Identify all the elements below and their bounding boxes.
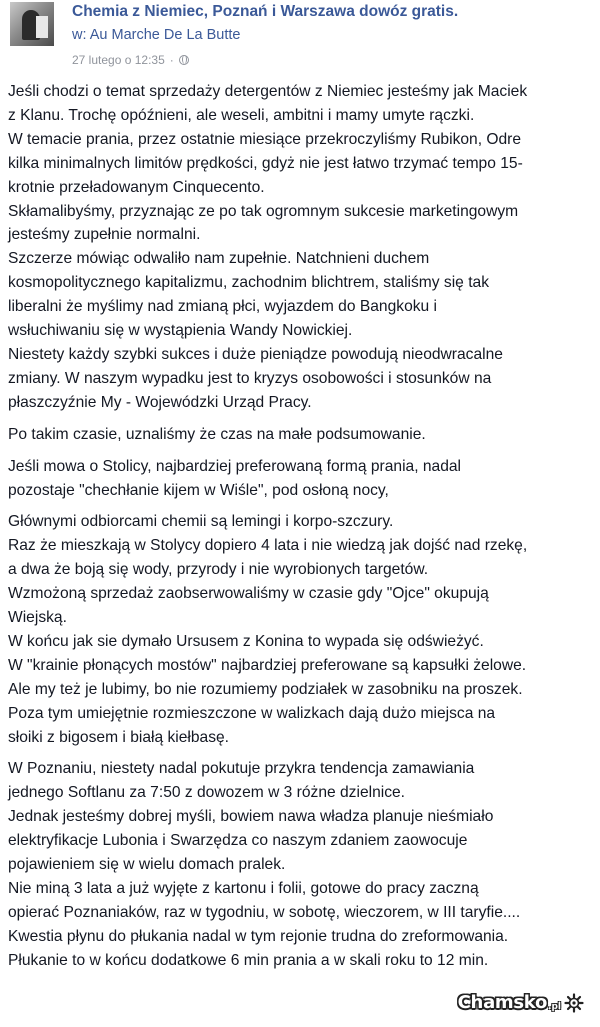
post-text-line: Skłamalibyśmy, przyznając ze po tak ogromnym sukcesie marketingowym <box>8 202 519 220</box>
post-text-line: kilka minimalnych limitów prędkości, gdyż nie jest łatwo trzymać tempo 15- <box>8 154 523 172</box>
post-meta <box>72 53 189 67</box>
post-text-line: Wiejską. <box>8 609 67 627</box>
post-text-line: Płukanie to w końcu dodatkowe 6 min prania a w skali roku to 12 min. <box>8 951 489 969</box>
post-text-line: Głównymi odbiorcami chemii są lemingi i korpo-szczury. <box>8 513 394 531</box>
post-text-line: Wzmożoną sprzedaż zaobserwowaliśmy w czasie gdy "Ojce" okupują <box>8 585 489 603</box>
gear-logo-icon <box>564 993 584 1013</box>
post-text-line: krotnie przeładowanym Cinquecento. <box>8 178 265 196</box>
post-text-line: wsłuchiwaniu się w wystąpienia Wandy Nowickiej. <box>8 322 353 340</box>
avatar-figure-light <box>36 16 48 38</box>
post-paragraph <box>8 80 600 415</box>
globe-icon[interactable] <box>179 55 189 65</box>
post-header <box>0 0 600 72</box>
post-text-line: pojawieniem się w wielu domach pralek. <box>8 856 286 874</box>
post-text-line: płaszczyźnie My - Wojewódzki Urząd Pracy. <box>8 393 312 411</box>
post-text-line: Poza tym umiejętnie rozmieszczone w walizkach dają dużo miejsca na <box>8 704 496 722</box>
post-paragraph <box>8 423 600 447</box>
post-text-line: zmiany. W naszym wypadku jest to kryzys osobowości i stosunków na <box>8 369 492 387</box>
post-text-line: Jeśli chodzi o temat sprzedaży detergentów z Niemiec jesteśmy jak Maciek <box>8 83 528 100</box>
location-link[interactable]: Au Marche De La Butte <box>89 27 241 43</box>
page-title[interactable]: Chemia z Niemiec, Poznań i Warszawa dowóz gratis. <box>72 3 459 20</box>
post-text-line: W temacie prania, przez ostatnie miesiące przekroczyliśmy Rubikon, Odre <box>8 130 522 148</box>
watermark <box>454 990 588 1015</box>
post-paragraph <box>8 510 600 749</box>
location-line <box>72 27 240 43</box>
post-text-line: opierać Poznaniaków, raz w tygodniu, w sobotę, wieczorem, w III taryfie.... <box>8 903 521 921</box>
post-body <box>8 80 600 981</box>
post-text-line: elektryfikacje Lubonia i Swarzędza co naszym zdaniem zaowocuje <box>8 832 468 850</box>
post-text-line: Po takim czasie, uznaliśmy że czas na małe podsumowanie. <box>8 425 426 443</box>
post-text-line: Kwestia płynu do płukania nadal w tym rejonie trudna do zreformowania. <box>8 927 509 945</box>
post-text-line: jesteśmy zupełnie normalni. <box>8 226 201 244</box>
post-text-line: jednego Softlanu za 7:50 z dowozem w 3 różne dzielnice. <box>8 784 406 802</box>
post-text-line: W "krainie płonących mostów" najbardziej preferowane są kapsułki żelowe. <box>8 656 527 674</box>
post-text-line: liberalni że myślimy nad zmianą płci, wyjazdem do Bangkoku i <box>8 298 438 316</box>
post-text-line: W Poznaniu, niestety nadal pokutuje przykra tendencja zamawiania <box>8 760 475 778</box>
page-avatar[interactable] <box>10 2 54 46</box>
watermark-suffix: .pl <box>548 1001 561 1012</box>
meta-separator: · <box>169 53 174 67</box>
post-text-line: z Klanu. Trochę opóźnieni, ale weseli, ambitni i mamy umyte rączki. <box>8 106 475 124</box>
post-text-line: Jednak jesteśmy dobrej myśli, bowiem nawa władza planuje nieśmiało <box>8 808 494 826</box>
post-text-line: Niestety każdy szybki sukces i duże pieniądze powodują nieodwracalne <box>8 345 503 363</box>
post-text-line: Raz że mieszkają w Stolycy dopiero 4 lata i nie wiedzą jak dojść nad rzekę, <box>8 537 528 555</box>
post-text-line: słoiki z bigosem i białą kiełbasę. <box>8 728 230 746</box>
post-text-line: pozostaje "chechłanie kijem w Wiśle", pod osłoną nocy, <box>8 481 389 499</box>
watermark-text: Chamsko <box>457 992 548 1013</box>
post-text-line: Szczerze mówiąc odwaliło nam zupełnie. Natchnieni duchem <box>8 250 430 268</box>
post-text-line: a dwa że boją się wody, przyrody i nie wyrobionych targetów. <box>8 561 429 579</box>
post-text-line: kosmopolitycznego kapitalizmu, zachodnim blichtrem, staliśmy się tak <box>8 274 489 292</box>
location-prefix: w: <box>72 27 87 43</box>
post-paragraph <box>8 757 600 972</box>
post-paragraph <box>8 455 600 503</box>
post-text-line: Jeśli mowa o Stolicy, najbardziej preferowaną formą prania, nadal <box>8 457 462 475</box>
post-text-line: Nie miną 3 lata a już wyjęte z kartonu i folii, gotowe do pracy zaczną <box>8 880 479 897</box>
post-timestamp[interactable]: 27 lutego o 12:35 <box>72 53 165 67</box>
post-text-line: Ale my też je lubimy, bo nie rozumiemy podziałek w zasobniku na proszek. <box>8 680 523 698</box>
post-text-line: W końcu jak sie dymało Ursusem z Konina to wypada się odświeżyć. <box>8 632 484 650</box>
